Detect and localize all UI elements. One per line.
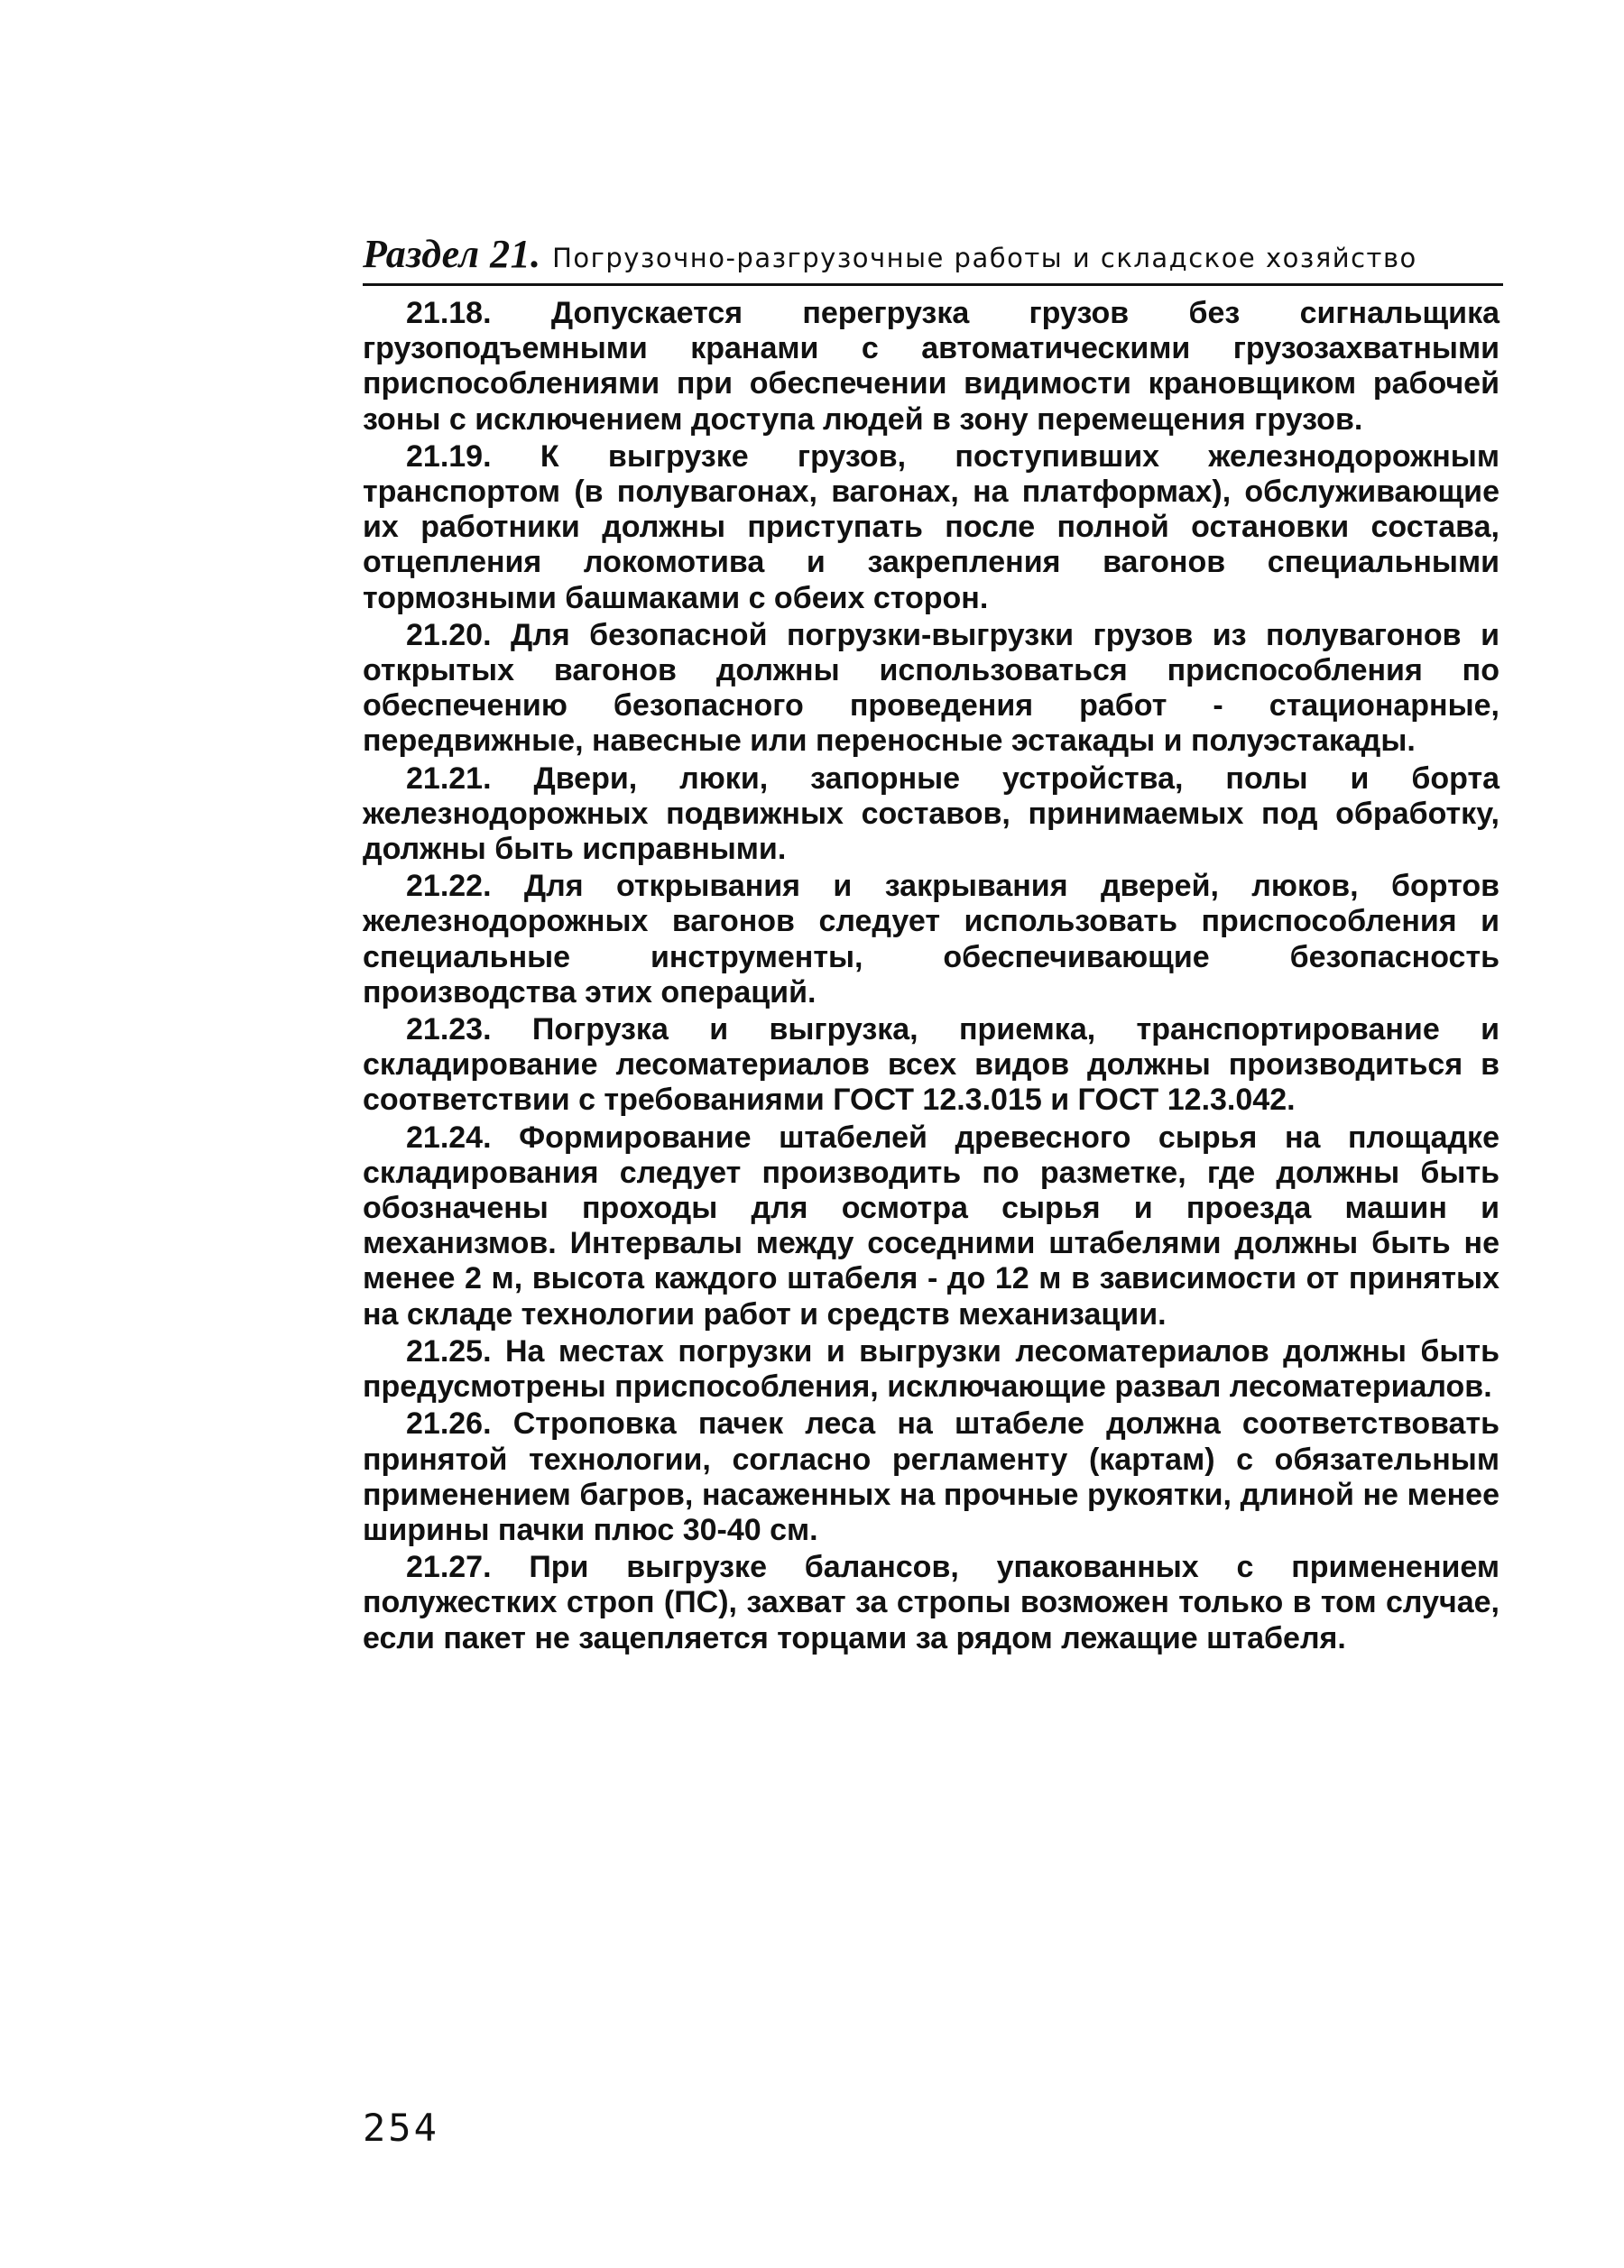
paragraph-21-18: 21.18. Допускается перегрузка грузов без сигнальщика грузоподъемными кранами с автоматическими грузозахватными приспособлениями при обеспечении видимости крановщиком рабочей зоны с исключением доступа людей в зону перемещения грузов. bbox=[363, 296, 1499, 437]
paragraph-21-21: 21.21. Двери, люки, запорные устройства, полы и борта железнодорожных подвижных составов, принимаемых под обработку, должны быть исправными. bbox=[363, 761, 1499, 867]
paragraph-21-25: 21.25. На местах погрузки и выгрузки лесоматериалов должны быть предусмотрены приспособления, исключающие развал лесоматериалов. bbox=[363, 1333, 1499, 1405]
section-title: Раздел 21. bbox=[363, 232, 541, 276]
section-subtitle: Погрузочно-разгрузочные работы и складское хозяйство bbox=[552, 243, 1417, 273]
paragraph-21-24: 21.24. Формирование штабелей древесного сырья на площадке складирования следует производить по разметке, где должны быть обозначены проходы для осмотра сырья и проезда машин и механизмов. Интервалы между соседними штабелями должны быть не менее 2 м, высота каждого штабеля - до 12 м в зависимости от принятых на складе технологии работ и средств механизации. bbox=[363, 1120, 1499, 1332]
header-rule bbox=[363, 283, 1503, 286]
paragraph-21-26: 21.26. Строповка пачек леса на штабеле должна соответствовать принятой технологии, согласно регламенту (картам) с обязательным применением багров, насаженных на прочные рукоятки, длиной не менее ширины пачки плюс 30-40 см. bbox=[363, 1406, 1499, 1547]
paragraph-21-19: 21.19. К выгрузке грузов, поступивших железнодорожным транспортом (в полувагонах, вагонах, на платформах), обслуживающие их работники должны приступать после полной остановки состава, отцепления локомотива и закрепления вагонов специальными тормозными башмаками с обеих сторон. bbox=[363, 438, 1499, 615]
paragraph-21-20: 21.20. Для безопасной погрузки-выгрузки грузов из полувагонов и открытых вагонов должны использоваться приспособления по обеспечению безопасного проведения работ - стационарные, передвижные, навесные или переносные эстакады и полуэстакады. bbox=[363, 617, 1499, 759]
paragraph-21-27: 21.27. При выгрузке балансов, упакованных с применением полужестких строп (ПС), захват за стропы возможен только в том случае, если пакет не зацепляется торцами за рядом лежащие штабеля. bbox=[363, 1550, 1499, 1655]
paragraph-21-22: 21.22. Для открывания и закрывания дверей, люков, бортов железнодорожных вагонов следует использовать приспособления и специальные инструменты, обеспечивающие безопасность производства этих операций. bbox=[363, 869, 1499, 1010]
running-header bbox=[363, 231, 1499, 277]
body-text bbox=[363, 296, 1499, 1658]
paragraph-21-23: 21.23. Погрузка и выгрузка, приемка, транспортирование и складирование лесоматериалов всех видов должны производиться в соответствии с требованиями ГОСТ 12.3.015 и ГОСТ 12.3.042. bbox=[363, 1012, 1499, 1118]
page-number: 254 bbox=[363, 2106, 439, 2150]
